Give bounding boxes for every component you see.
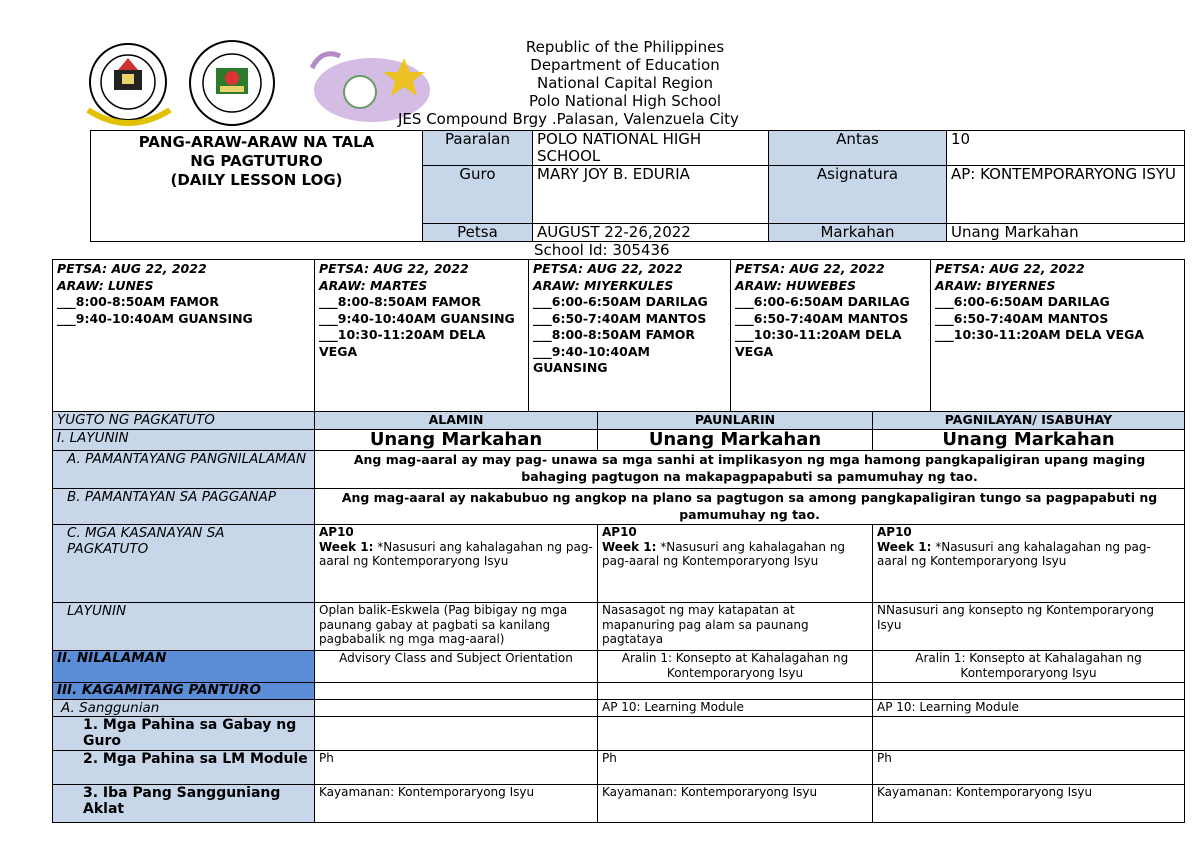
lm-module-cell: Ph	[315, 751, 598, 785]
schedule-slot: ___8:00-8:50AM FAMOR	[319, 294, 482, 309]
schedule-day: ARAW: LUNES	[57, 277, 154, 293]
header-line-deped: Department of Education	[530, 56, 720, 74]
kasanayan-desc	[602, 540, 868, 569]
markahan-cell: Unang Markahan	[315, 430, 598, 451]
pamantayang-pangnilalaman-label: A. PAMANTAYANG PANGNILALAMAN	[53, 451, 315, 489]
kagamitan-cell	[873, 683, 1185, 700]
sanggunian-cell	[315, 700, 598, 717]
schedule-slot: ___6:50-7:40AM MANTOS	[533, 310, 707, 326]
markahan-cell: Unang Markahan	[873, 430, 1185, 451]
schedule-slot: ___9:40-10:40AM GUANSING	[533, 343, 650, 375]
kagamitan-cell	[315, 683, 598, 700]
log-title	[91, 131, 423, 242]
header-line-republic: Republic of the Philippines	[525, 38, 725, 56]
schedule-slot: ___9:40-10:40AM GUANSING	[57, 310, 253, 326]
schedule-table	[52, 259, 1185, 412]
nilalaman-cell: Advisory Class and Subject Orientation	[315, 651, 598, 683]
kasanayan-label: C. MGA KASANAYAN SA PAGKATUTO	[53, 525, 315, 603]
kasanayan-week: Week 1:	[877, 539, 932, 554]
schedule-day-3	[529, 260, 731, 412]
schedule-day-1	[53, 260, 315, 412]
kasanayan-cell	[315, 525, 598, 603]
sangguniang-aklat-label: 3. Iba Pang Sangguniang Aklat	[53, 785, 315, 823]
schedule-slot: ___8:00-8:50AM FAMOR	[57, 294, 220, 309]
nilalaman-cell: Aralin 1: Konsepto at Kahalagahan ng Kontemporaryong Isyu	[598, 651, 873, 683]
markahan-cell: Unang Markahan	[598, 430, 873, 451]
address-line: JES Compound Brgy .Palasan, Valenzuela City	[398, 110, 739, 128]
log-title-line-3: (DAILY LESSON LOG)	[170, 171, 343, 189]
layunin-cell: Oplan balik-Eskwela (Pag bibigay ng mga paunang gabay at pagbati sa kanilang pagbabalik ng mga mag-aaral)	[315, 603, 598, 651]
school-id: School Id: 305436	[534, 241, 670, 259]
schedule-slot: ___10:30-11:20AM DELA VEGA	[735, 327, 902, 359]
schedule-slot: ___6:00-6:50AM DARILAG	[935, 294, 1110, 309]
schedule-slot: ___6:00-6:50AM DARILAG	[533, 294, 708, 309]
kasanayan-code: AP10	[319, 525, 354, 539]
layunin-cell: Nasasagot ng may katapatan at mapanuring pag alam sa paunang pagtataya	[598, 603, 873, 651]
kasanayan-cell	[598, 525, 873, 603]
markahan-label: Markahan	[769, 224, 947, 242]
nilalaman-label: II. NILALAMAN	[53, 651, 315, 683]
gabay-ng-guro-label: 1. Mga Pahina sa Gabay ng Guro	[53, 717, 315, 751]
lm-module-label: 2. Mga Pahina sa LM Module	[53, 751, 315, 785]
schedule-slot: ___10:30-11:20AM DELA VEGA	[935, 327, 1145, 342]
kasanayan-text: *Nasusuri ang kahalagahan ng pag-aaral ng Kontemporaryong Isyu	[602, 539, 846, 568]
petsa-value: AUGUST 22-26,2022	[533, 224, 769, 242]
kasanayan-week: Week 1:	[602, 539, 657, 554]
asignatura-label: Asignatura	[769, 166, 947, 224]
schedule-day-5	[931, 260, 1185, 412]
kasanayan-text: *Nasusuri ang kahalagahan ng pag-aaral ng Kontemporaryong Isyu	[319, 539, 593, 568]
schedule-day-2	[315, 260, 529, 412]
guro-label: Guro	[423, 166, 533, 224]
kasanayan-code: AP10	[877, 525, 912, 539]
log-title-line-2: NG PAGTUTURO	[190, 152, 323, 170]
col-header-alamin: ALAMIN	[315, 412, 598, 430]
schedule-day: ARAW: MARTES	[319, 277, 428, 293]
schedule-date: PETSA: AUG 22, 2022	[533, 261, 683, 276]
kasanayan-cell	[873, 525, 1185, 603]
header-block	[440, 38, 810, 110]
col-header-paunlarin: PAUNLARIN	[598, 412, 873, 430]
kasanayan-desc	[877, 540, 1180, 569]
gabay-ng-guro-cell	[873, 717, 1185, 751]
schedule-day: ARAW: HUWEBES	[735, 277, 857, 293]
nilalaman-cell: Aralin 1: Konsepto at Kahalagahan ng Kontemporaryong Isyu	[873, 651, 1185, 683]
lm-module-cell: Ph	[873, 751, 1185, 785]
lesson-table	[52, 411, 1185, 823]
gabay-ng-guro-cell	[315, 717, 598, 751]
sangguniang-aklat-cell: Kayamanan: Kontemporaryong Isyu	[598, 785, 873, 823]
schedule-slot: ___8:00-8:50AM FAMOR	[533, 327, 696, 342]
info-table	[90, 130, 1185, 242]
markahan-value: Unang Markahan	[947, 224, 1185, 242]
schedule-day: ARAW: MIYERKULES	[533, 277, 674, 293]
kasanayan-desc	[319, 540, 593, 569]
paaralan-label: Paaralan	[423, 131, 533, 166]
col-header-pagnilayan: PAGNILAYAN/ ISABUHAY	[873, 412, 1185, 430]
kagamitan-label: III. KAGAMITANG PANTURO	[53, 683, 315, 700]
header-line-school: Polo National High School	[528, 92, 722, 110]
schedule-day-4	[731, 260, 931, 412]
log-title-line-1: PANG-ARAW-ARAW NA TALA	[138, 133, 375, 151]
layunin-cell: NNasusuri ang konsepto ng Kontemporaryong Isyu	[873, 603, 1185, 651]
petsa-label: Petsa	[423, 224, 533, 242]
schedule-slot: ___9:40-10:40AM GUANSING	[319, 310, 515, 326]
sanggunian-label: A. Sanggunian	[53, 700, 315, 717]
sanggunian-cell: AP 10: Learning Module	[598, 700, 873, 717]
sangguniang-aklat-cell: Kayamanan: Kontemporaryong Isyu	[315, 785, 598, 823]
antas-value: 10	[947, 131, 1185, 166]
pamantayan-sa-pagganap-label: B. PAMANTAYAN SA PAGGANAP	[53, 489, 315, 525]
kasanayan-week: Week 1:	[319, 539, 374, 554]
schedule-slot: ___6:50-7:40AM MANTOS	[735, 310, 909, 326]
schedule-slot: ___10:30-11:20AM DELA VEGA	[319, 327, 486, 359]
school-seal-logo	[186, 38, 278, 128]
schedule-date: PETSA: AUG 22, 2022	[319, 261, 469, 276]
schedule-slot: ___6:50-7:40AM MANTOS	[935, 310, 1109, 326]
paaralan-value: POLO NATIONAL HIGH SCHOOL	[533, 131, 769, 166]
antas-label: Antas	[769, 131, 947, 166]
schedule-slot: ___6:00-6:50AM DARILAG	[735, 294, 910, 309]
division-seal-logo	[78, 40, 186, 128]
gabay-ng-guro-cell	[598, 717, 873, 751]
layunin-label: LAYUNIN	[53, 603, 315, 651]
header-line-region: National Capital Region	[537, 74, 713, 92]
kasanayan-code: AP10	[602, 525, 637, 539]
sangguniang-aklat-cell: Kayamanan: Kontemporaryong Isyu	[873, 785, 1185, 823]
schedule-date: PETSA: AUG 22, 2022	[935, 261, 1085, 276]
pamantayang-pangnilalaman-text: Ang mag-aaral ay may pag- unawa sa mga sanhi at implikasyon ng mga hamong pangkapaligiran upang maging bahaging pagtugon na makapagpapabuti sa pamumuhay ng tao.	[315, 451, 1185, 489]
kagamitan-cell	[598, 683, 873, 700]
pamantayan-sa-pagganap-text: Ang mag-aaral ay nakabubuo ng angkop na plano sa pagtugon sa among pangkapaligiran tungo sa pagpapabuti ng pamumuhay ng tao.	[315, 489, 1185, 525]
sanggunian-cell: AP 10: Learning Module	[873, 700, 1185, 717]
schedule-date: PETSA: AUG 22, 2022	[57, 261, 207, 276]
schedule-day: ARAW: BIYERNES	[935, 277, 1056, 293]
kasanayan-text: *Nasusuri ang kahalagahan ng pag-aaral ng Kontemporaryong Isyu	[877, 539, 1151, 568]
layunin-section-label: I. LAYUNIN	[53, 430, 315, 451]
lm-module-cell: Ph	[598, 751, 873, 785]
asignatura-value: AP: KONTEMPORARYONG ISYU	[947, 166, 1185, 224]
guro-value: MARY JOY B. EDURIA	[533, 166, 769, 224]
schedule-date: PETSA: AUG 22, 2022	[735, 261, 885, 276]
yugto-label: YUGTO NG PAGKATUTO	[53, 412, 315, 430]
